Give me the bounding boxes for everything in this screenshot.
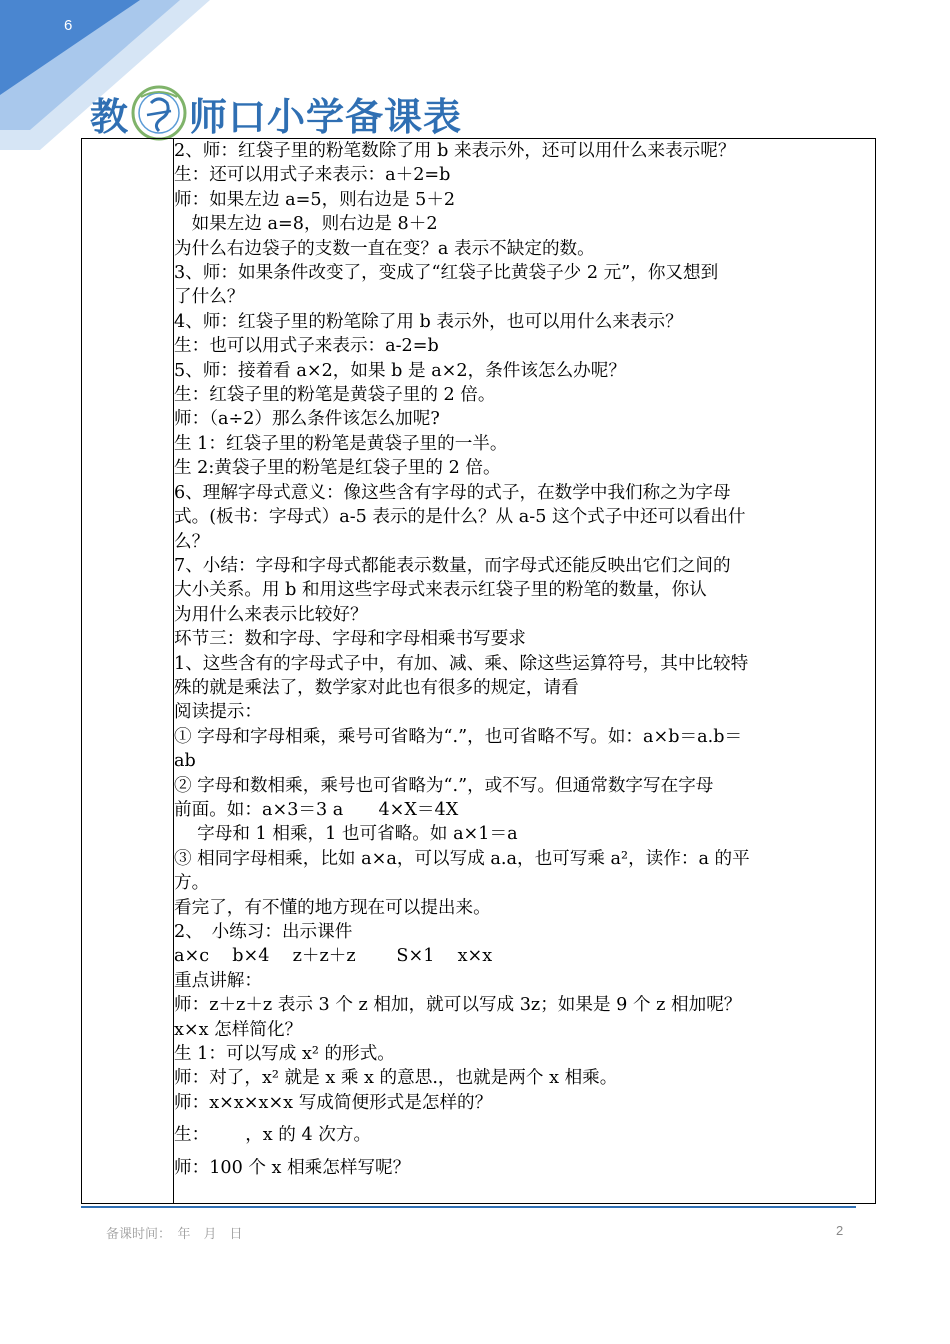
content-line: ab <box>174 751 196 772</box>
content-line: 生 2:黄袋子里的粉笔是红袋子里的 2 倍。 <box>174 458 501 479</box>
content-line: 师：x×x×x×x 写成简便形式是怎样的？ <box>174 1092 493 1113</box>
content-line: 师：z＋z＋z 表示 3 个 z 相加，就可以写成 3z；如果是 9 个 z 相加呢？ <box>174 995 742 1016</box>
content-line: 重点讲解： <box>174 970 262 991</box>
x4-formula-image <box>209 1123 245 1147</box>
content-line: a×c b×4 z＋z＋z S×1 x×x <box>174 946 493 967</box>
content-line: 2、师：红袋子里的粉笔数除了用 b 来表示外，还可以用什么来表示呢？ <box>174 141 736 161</box>
content-line: 了什么？ <box>174 287 245 308</box>
content-line: 为用什么来表示比较好？ <box>174 604 368 625</box>
content-line: 殊的就是乘法了，数学家对此也有很多的规定，请看 <box>174 677 579 698</box>
school-logo-icon <box>131 85 187 141</box>
content-line: ① 字母和字母相乘，乘号可省略为“.”，也可省略不写。如：a×b＝a.b＝ <box>174 726 743 747</box>
content-line: 阅读提示： <box>174 702 262 723</box>
content-line: 7、小结：字母和字母式都能表示数量，而字母式还能反映出它们之间的 <box>174 555 731 576</box>
content-line: 2、 小练习：出示课件 <box>174 922 353 942</box>
content-line: 5、师：接着看 a×2，如果 b 是 a×2，条件该怎么办呢？ <box>174 360 626 381</box>
content-line: ② 字母和数相乘，乘号也可省略为“.”，或不写。但通常数字写在字母 <box>174 775 714 796</box>
content-line: 师：（a÷2）那么条件该怎么加呢? <box>174 409 440 430</box>
content-line: 看完了，有不懂的地方现在可以提出来。 <box>174 897 491 918</box>
content-line: 生：还可以用式子来表示：a＋2=b <box>174 165 451 186</box>
content-line: x×x 怎样简化？ <box>174 1019 303 1040</box>
content-line: 4、师：红袋子里的粉笔除了用 b 表示外，也可以用什么来表示？ <box>174 311 683 332</box>
content-line: 生 1：红袋子里的粉笔是黄袋子里的一半。 <box>174 433 508 454</box>
content-line: 大小关系。用 b 和用这些字母式来表示红袋子里的粉笔的数量，你认 <box>174 580 707 601</box>
content-line: 1、这些含有的字母式子中，有加、减、乘、除这些运算符号，其中比较特 <box>174 653 749 674</box>
content-line: 6、理解字母式意义：像这些含有字母的式子，在数学中我们称之为字母 <box>174 482 731 503</box>
lesson-plan-table <box>81 138 876 1204</box>
x4-formula <box>217 1123 234 1127</box>
footer-prep-time: 备课时间： 年 月 日 <box>106 1227 243 1242</box>
title-part1: 教 <box>90 94 130 139</box>
footer-page-number: 2 <box>836 1223 844 1238</box>
answer-prefix: 生： <box>174 1125 210 1146</box>
content-line: 生：红袋子里的粉笔是黄袋子里的 2 倍。 <box>174 385 496 406</box>
label-column <box>82 139 174 1204</box>
content-line: 师：如果左边 a=5，则右边是 5＋2 <box>174 189 456 210</box>
corner-page-number: 6 <box>64 17 73 34</box>
answer-line <box>174 1123 875 1147</box>
content-line: 如果左边 a=8，则右边是 8＋2 <box>174 214 438 235</box>
content-line: 师：对了，x² 就是 x 乘 x 的意思.，也就是两个 x 相乘。 <box>174 1068 618 1089</box>
page-title <box>90 88 462 138</box>
content-line: 生：也可以用式子来表示：a-2=b <box>174 336 439 357</box>
content-line: ③ 相同字母相乘，比如 a×a，可以写成 a.a，也可写乘 a²，读作：a 的平 <box>174 848 750 869</box>
content-line: 环节三：数和字母、字母和字母相乘书写要求 <box>174 629 526 650</box>
content-line: 式。(板书：字母式）a-5 表示的是什么？从 a-5 这个式子中还可以看出什 <box>174 507 746 528</box>
last-line: 师：100 个 x 相乘怎样写呢？ <box>174 1157 411 1178</box>
title-part2: 师口小学备课表 <box>189 94 463 139</box>
content-column <box>174 139 876 1204</box>
answer-suffix: ，x 的 4 次方。 <box>245 1125 372 1146</box>
content-line: 为什么右边袋子的支数一直在变？a 表示不缺定的数。 <box>174 238 595 259</box>
content-line: 么？ <box>174 531 210 552</box>
content-line: 3、师：如果条件改变了，变成了“红袋子比黄袋子少 2 元”，你又想到 <box>174 263 719 284</box>
content-line: 前面。如：a×3＝3 a 4×X＝4X <box>174 799 459 820</box>
content-line: 字母和 1 相乘，1 也可省略。如 a×1＝a <box>174 824 518 845</box>
content-line: 生 1：可以写成 x² 的形式。 <box>174 1044 395 1065</box>
footer-divider <box>81 1206 856 1208</box>
content-lines <box>174 139 875 1115</box>
content-line: 方。 <box>174 873 210 894</box>
